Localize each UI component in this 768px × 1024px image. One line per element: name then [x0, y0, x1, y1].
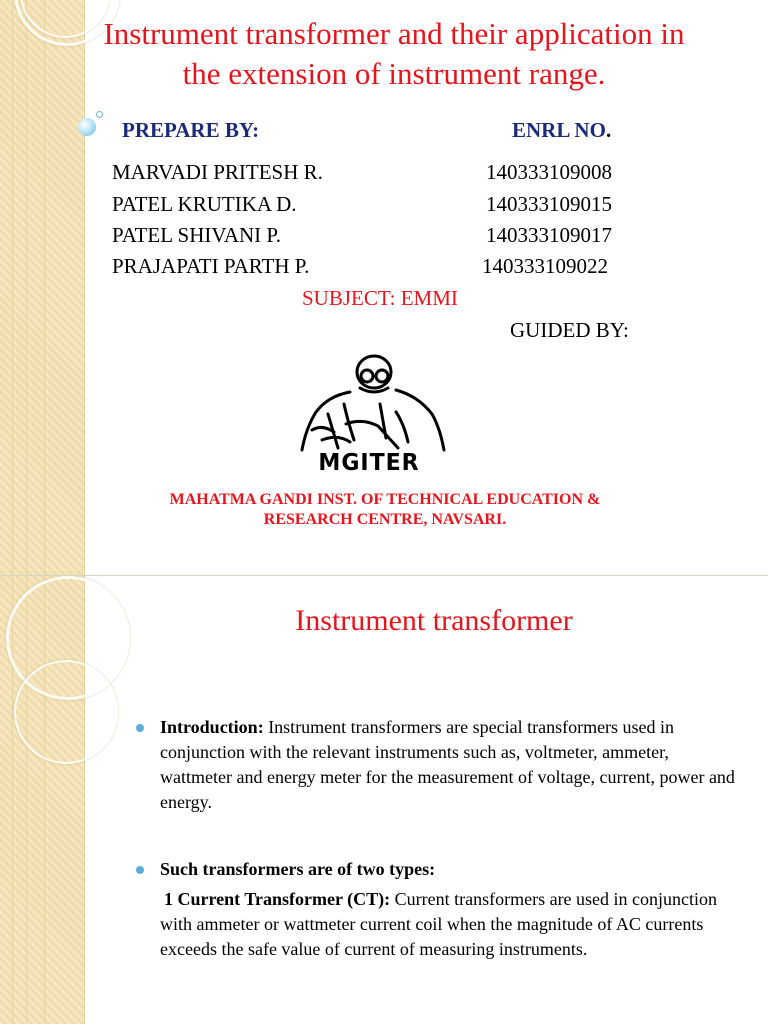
enrl-header: [512, 118, 611, 143]
intro-label: Introduction:: [160, 717, 264, 737]
types-label: Such transformers are of two types:: [160, 859, 436, 879]
ct-number: 1: [164, 889, 178, 909]
enrl-label: ENRL NO: [512, 118, 606, 142]
student-name: PATEL SHIVANI P.: [112, 223, 282, 247]
strip-line: [44, 0, 45, 576]
ct-paragraph: [160, 887, 740, 962]
student-enrl: 140333109015: [486, 192, 612, 216]
student-name: PATEL KRUTIKA D.: [112, 192, 297, 216]
bullet-icon: [136, 866, 144, 874]
intro-text: Instrument transformers are special transformers used in conjunction with the relevant instruments such as, voltmeter, ammeter, wattmeter and energy meter for the measurement of voltage, current, power and energy.: [160, 717, 735, 812]
institute-line-1: MAHATMA GANDI INST. OF TECHNICAL EDUCATION &: [169, 491, 601, 508]
enrl-dot: .: [605, 118, 612, 142]
subject-label: SUBJECT: EMMI: [302, 286, 458, 310]
strip-line: [26, 0, 27, 576]
bubble-icon: [78, 118, 96, 136]
student-name: PRAJAPATI PARTH P.: [112, 254, 310, 278]
ct-text: Current transformers are used in conjunction with ammeter or wattmeter current coil when the magnitude of AC currents exceeds the safe value of current of measuring instruments.: [160, 889, 718, 959]
slide-title: Instrument transformer and their application in the extension of instrument range.: [103, 16, 685, 91]
small-bubble-icon: [96, 111, 103, 118]
institute-line-2: RESEARCH CENTRE, NAVSARI.: [263, 511, 507, 528]
ct-label: Current Transformer (CT):: [177, 889, 391, 909]
bullet-icon: [136, 724, 144, 732]
institute-name: [100, 490, 670, 530]
strip-line: [12, 0, 13, 576]
student-enrl: 140333109008: [486, 160, 612, 184]
student-name: MARVADI PRITESH R.: [112, 160, 323, 184]
prepare-by-label: PREPARE BY:: [122, 118, 260, 142]
introduction-paragraph: [160, 715, 740, 815]
guided-by-label: GUIDED BY:: [510, 318, 629, 342]
institute-logo: [288, 352, 450, 474]
slide-title: Instrument transformer: [295, 604, 573, 637]
slide-2: [0, 576, 768, 1024]
logo-text: MGITER: [318, 450, 420, 476]
student-enrl: 140333109022: [482, 254, 608, 278]
student-enrl: 140333109017: [486, 223, 612, 247]
gandhi-sketch-icon: [288, 352, 450, 452]
decorative-ring: [14, 660, 118, 764]
types-heading: [160, 857, 740, 882]
